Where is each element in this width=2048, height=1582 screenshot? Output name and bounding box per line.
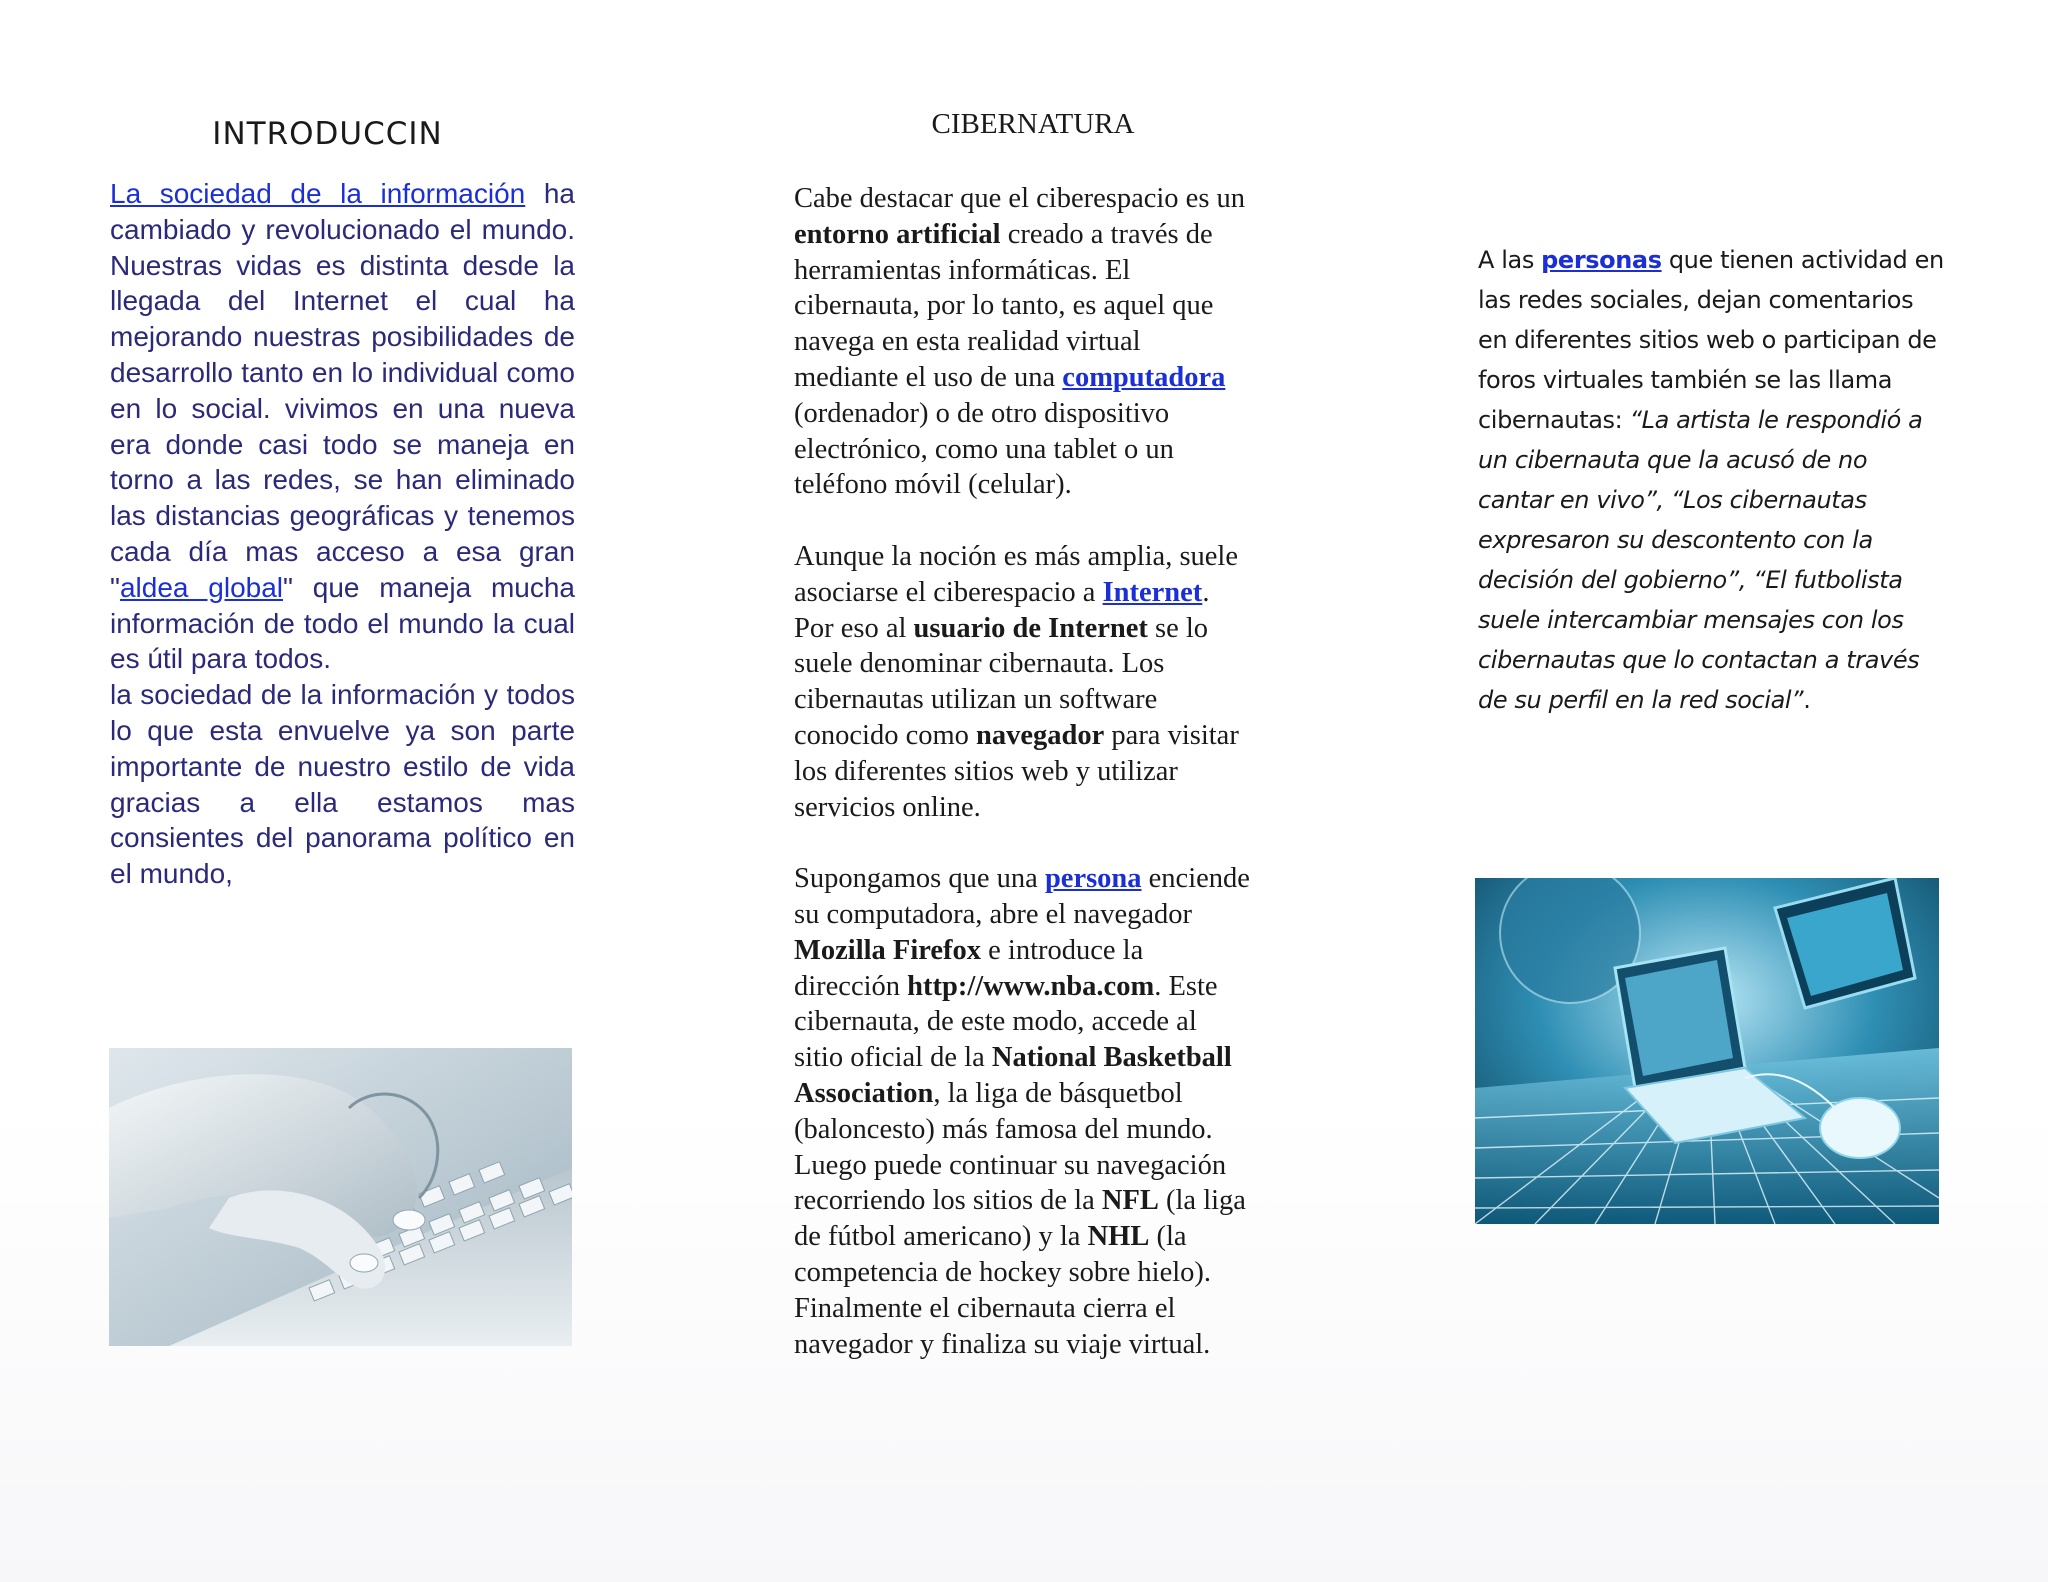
text-segment: (ordenador) o de otro dispositivo electrónico, como una tablet o un teléfono móvil (celular).: [794, 397, 1174, 501]
bold-term: navegador: [976, 719, 1105, 751]
introduction-text-b: " que maneja mucha información de todo el mundo la cual es útil para todos.: [110, 571, 575, 675]
introduction-title: INTRODUCCIN: [212, 116, 443, 152]
text-segment: creado a través de herramientas informáticas. El cibernauta, por lo tanto, es aquel que navega en esta realidad virtual mediante el uso de una: [794, 218, 1214, 393]
link-computadora[interactable]: computadora: [1062, 361, 1226, 393]
cibernatura-paragraph-1: [794, 181, 1250, 503]
text-segment: que tienen actividad en las redes sociales, dejan comentarios en diferentes sitios web o participan de foros virtuales también se las llama cibernautas:: [1478, 246, 1944, 434]
text-segment: e introduce la dirección: [794, 934, 1144, 1002]
text-segment: (la competencia de hockey sobre hielo). Finalmente el cibernauta cierra el navegador y finaliza su viaje virtual.: [794, 1221, 1212, 1360]
text-segment: Aunque la noción es más amplia, suele asociarse el ciberespacio a: [794, 540, 1239, 608]
hands-typing-image: [109, 1048, 572, 1346]
text-segment: , la liga de básquetbol (baloncesto) más famosa del mundo. Luego puede continuar su navegación recorriendo los sitios de la: [794, 1077, 1227, 1217]
introduction-paragraph-1: [110, 176, 575, 677]
link-personas[interactable]: personas: [1541, 246, 1662, 274]
link-sociedad-informacion[interactable]: La sociedad de la información: [110, 178, 526, 209]
text-segment: enciende su computadora, abre el navegador: [794, 863, 1250, 930]
text-segment: .: [1803, 686, 1811, 714]
text-segment: . Este cibernauta, de este modo, accede al sitio oficial de la: [794, 970, 1218, 1074]
link-internet[interactable]: Internet: [1102, 576, 1203, 608]
link-persona[interactable]: persona: [1044, 863, 1142, 895]
bold-term: entorno artificial: [794, 218, 1001, 250]
text-segment: . Por eso al: [794, 576, 1210, 644]
bold-term: National Basketball Association: [794, 1042, 1232, 1109]
introduction-column: [110, 110, 575, 892]
bold-term: Mozilla Firefox: [794, 934, 982, 966]
cibernautas-text: [1478, 240, 1948, 720]
text-segment: se lo suele denominar cibernauta. Los cibernautas utilizan un software conocido como: [794, 612, 1209, 751]
cibernautas-column: [1478, 240, 1948, 720]
text-segment: A las: [1478, 246, 1542, 274]
bold-term: NFL: [1101, 1185, 1159, 1217]
quoted-examples: “La artista le respondió a un cibernauta que la acusó de no cantar en vivo”, “Los cibernautas expresaron su descontento con la decisión del gobierno”, “El futbolista suele intercambiar mensajes con los cibernautas que lo contactan a través de su perfil en la red social”: [1478, 406, 1923, 714]
cibernatura-paragraph-2: [794, 539, 1250, 825]
bold-term: http://www.nba.com: [907, 970, 1155, 1002]
introduction-paragraph-2: la sociedad de la información y todos lo que esta envuelve ya son parte importante de nuestro estilo de vida gracias a ella estamos mas consientes del panorama político en el mundo,: [110, 679, 575, 890]
link-aldea-global[interactable]: aldea global: [119, 571, 284, 603]
text-segment: Cabe destacar que el ciberespacio es un: [794, 183, 1246, 214]
text-segment: (la liga de fútbol americano) y la: [794, 1185, 1246, 1253]
bold-term: NHL: [1087, 1221, 1150, 1253]
bold-term: usuario de Internet: [913, 612, 1148, 644]
text-segment: para visitar los diferentes sitios web y utilizar servicios online.: [794, 719, 1239, 823]
introduction-text: [110, 176, 575, 892]
cibernatura-column: [794, 108, 1250, 1398]
computer-network-image: [1475, 878, 1939, 1224]
introduction-text-a: ha cambiado y revolucionado el mundo. Nuestras vidas es distinta desde la llegada del Internet el cual ha mejorando nuestras posibilidades de desarrollo tanto en lo individual como en lo social. vivimos en una nueva era donde casi todo se maneja en torno a las redes, se han eliminado las distancias geográficas y tenemos cada día mas acceso a esa gran ": [110, 178, 575, 603]
cibernatura-title: CIBERNATURA: [931, 108, 1135, 140]
cibernatura-paragraph-3: [794, 861, 1250, 1362]
cibernatura-text: [794, 181, 1250, 1362]
text-segment: Supongamos que una: [794, 863, 1045, 895]
